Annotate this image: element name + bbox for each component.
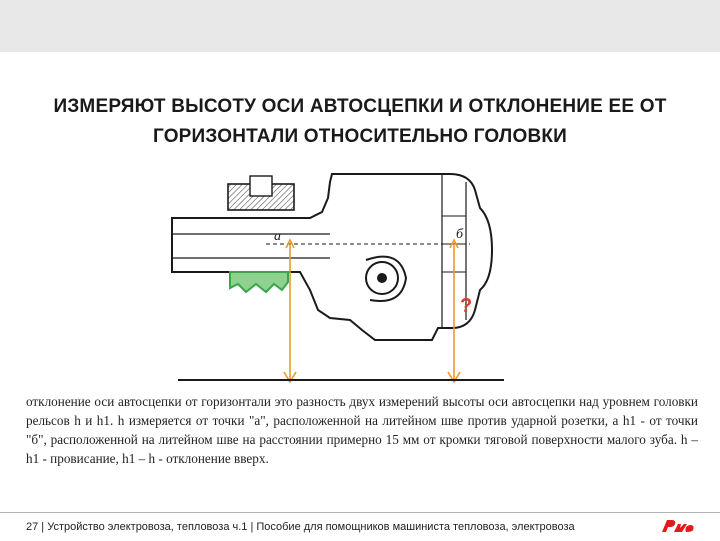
question-mark: ? xyxy=(460,295,473,317)
footer xyxy=(0,512,720,541)
top-band xyxy=(0,0,720,52)
point-b-label: б xyxy=(456,227,464,242)
point-a-label: а xyxy=(274,229,281,244)
body-text: отклонение оси автосцепки от горизонтали это разность двух измерений высоты оси автосцепки над уровнем головки рельсов h и h1. h измеряется от точки "а", расположенной на литейном шве против ударной розетки, а h1 - от точки "б", расположенной на литейном шве на расстоянии примерно 15 мм от кромки тяговой поверхности малого зуба. h – h1 - провисание, h1 – h - отклонение вверх. xyxy=(26,394,698,466)
footer-text: 27 | Устройство электровоза, тепловоза ч.1 | Пособие для помощников машиниста тепловоза, электровоза xyxy=(26,521,575,533)
slide-title: ИЗМЕРЯЮТ ВЫСОТУ ОСИ АВТОСЦЕПКИ И ОТКЛОНЕНИЕ ЕЕ ОТ ГОРИЗОНТАЛИ ОТНОСИТЕЛЬНО ГОЛОВКИ xyxy=(53,96,667,147)
coupler-diagram xyxy=(170,160,510,392)
draft-gear-bracket-bottom xyxy=(230,272,288,292)
rzd-logo xyxy=(660,516,696,536)
coupler-shank xyxy=(172,174,492,340)
